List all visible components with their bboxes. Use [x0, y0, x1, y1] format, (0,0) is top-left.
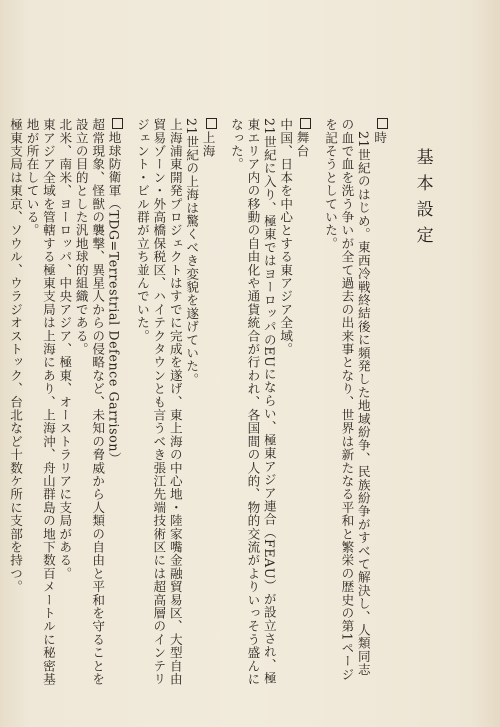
checkbox-square-icon	[112, 118, 123, 129]
section-stage	[228, 118, 311, 688]
paragraph: 21世紀の上海は驚くべき変貌を遂げていた。	[184, 118, 200, 387]
section-shanghai	[134, 118, 217, 688]
paragraph: 21世紀に入り、極東ではヨーロッパのEUにならい、極東アジア連合（FEAU）が設立され、極東エリア内の移動の自由化や通貨統合が行われ、各国間の人的、物的交流がよりいっそう盛んになった。	[228, 118, 277, 686]
paragraph: 東アジア全域を管轄する極東支局は上海にあり、上海沖、舟山群島の地下数百メートルに秘密基地が所在している。	[24, 118, 56, 686]
paragraph: 中国、日本を中心とする東アジア全域。	[278, 118, 294, 356]
section-heading: 上海	[199, 118, 216, 688]
paragraph: 21世紀のはじめ。東西冷戦終結後に頻発した地域紛争、民族紛争がすべて解決し、人類同志の血で血を洗う争いが全て過去の出来事となり、世界は新たなる平和と繁栄の歴史の第1ページを記そうとしていた。	[323, 118, 371, 682]
checkbox-square-icon	[300, 118, 311, 129]
paragraph: 超常現象、怪獣の襲撃、異星人からの侵略など、未知の脅威から人類の自由と平和を守ることを設立の目的とした汎地球的組織である。	[73, 118, 106, 686]
section-heading: 地球防衛軍（TDG=Terrestrial Defence Garrison）	[105, 118, 122, 688]
checkbox-square-icon	[206, 118, 217, 129]
checkbox-square-icon	[377, 118, 388, 129]
vertical-text-body	[0, 118, 442, 688]
paragraph: 上海浦東開発プロジェクトはすでに完成を遂げ、東上海の中心地・陸家嘴金融貿易区、大型自由貿易ゾーン・外高橋保税区、ハイテクタウンとも言うべき張江先端技術区には超高層のインテリジェント・ビル群が立ち並んでいた。	[134, 118, 183, 686]
paragraph: 極東支局は東京、ソウル、ウラジオストック、台北など十数ケ所に支部を持つ。	[8, 118, 24, 594]
section-heading: 舞台	[293, 118, 310, 688]
section-tdg	[7, 118, 123, 688]
paragraph: 北米、南米、ヨーロッパ、中央アジア、極東、オーストラリアに支局がある。	[57, 118, 73, 580]
section-time	[322, 118, 389, 688]
section-heading: 時	[371, 118, 388, 688]
page-title: 基本設定	[412, 148, 433, 252]
